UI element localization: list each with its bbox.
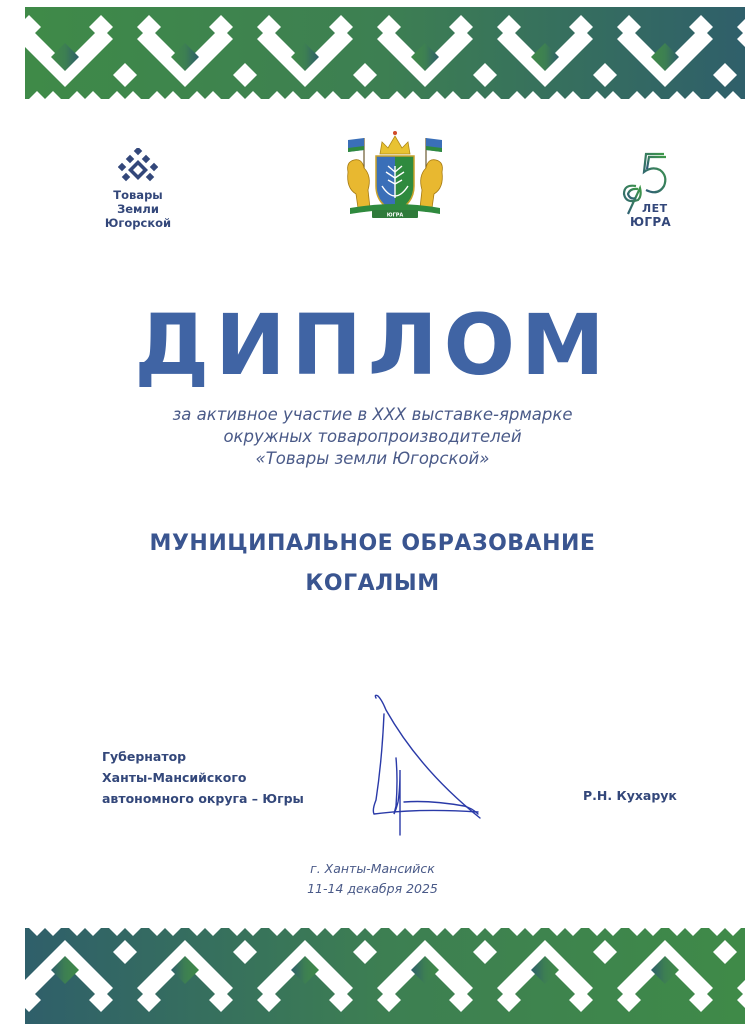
anniversary-let-text: ЛЕТ — [642, 202, 668, 215]
coat-of-arms — [342, 128, 448, 224]
signature — [360, 690, 500, 840]
position-line-1: Губернатор — [102, 749, 187, 764]
anniversary-95-logo — [612, 148, 676, 234]
position-line-2: Ханты-Мансийского — [102, 770, 247, 785]
recipient-line-1: МУНИЦИПАЛЬНОЕ ОБРАЗОВАНИЕ — [149, 531, 596, 556]
recipient-name — [0, 524, 745, 604]
top-ornament-border — [25, 7, 745, 99]
signatory-position — [102, 746, 304, 809]
position-line-3: автономного округа – Югры — [102, 791, 304, 806]
signatory-name: Р.Н. Кухарук — [583, 788, 677, 803]
left-logo-line-1: Товары — [113, 188, 163, 202]
place-and-date — [0, 859, 745, 899]
coat-of-arms-icon — [342, 128, 448, 224]
ornament-pattern-icon — [25, 7, 745, 99]
event-place: г. Ханты-Мансийск — [310, 861, 435, 876]
diploma-title: ДИПЛОМ — [134, 296, 611, 394]
subtitle-line-1: за активное участие в XXX выставке-ярмарке — [172, 405, 573, 424]
bottom-ornament-border — [25, 928, 745, 1024]
handwritten-signature-icon — [360, 690, 500, 840]
left-logo-line-2: Земли — [117, 202, 159, 216]
ornament-pattern-icon — [25, 928, 745, 1024]
ribbon-text: ЮГРА — [386, 212, 404, 219]
diploma-subtitle — [0, 404, 745, 470]
tovary-zemli-yugorskoy-logo — [98, 148, 178, 230]
left-logo-line-3: Югорской — [104, 216, 172, 230]
subtitle-line-2: окружных товаропроизводителей — [223, 427, 522, 446]
ornament-logo-icon — [118, 148, 158, 184]
anniversary-ugra-text: ЮГРА — [630, 215, 672, 229]
recipient-line-2: КОГАЛЫМ — [305, 571, 440, 596]
event-dates: 11-14 декабря 2025 — [307, 881, 438, 896]
subtitle-line-3: «Товары земли Югорской» — [255, 449, 490, 468]
